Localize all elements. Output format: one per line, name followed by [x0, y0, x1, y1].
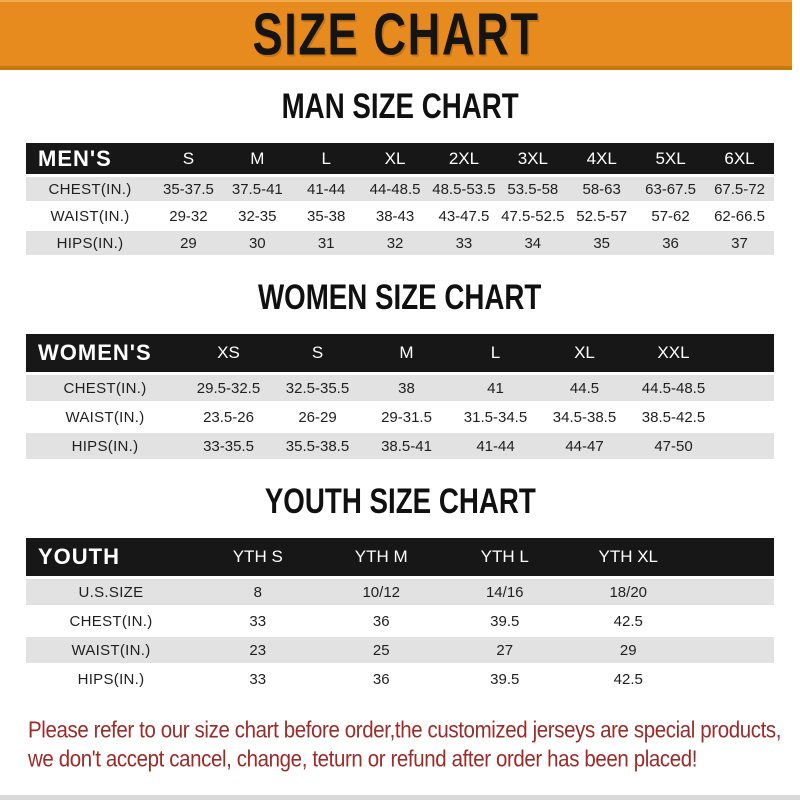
- disclaimer-line-1: Please refer to our size chart before order,the customized jerseys are special products,: [28, 716, 782, 743]
- size-cell: 29.5-32.5: [184, 375, 273, 401]
- size-cell: 35.5-38.5: [273, 433, 362, 459]
- size-column-header: XS: [184, 334, 273, 372]
- size-cell: 38.5-41: [362, 433, 451, 459]
- size-cell: 41-44: [451, 433, 540, 459]
- size-cell: 48.5-53.5: [430, 177, 499, 201]
- size-cell: 58-63: [567, 177, 636, 201]
- page-title: SIZE CHART: [252, 0, 540, 68]
- table-row: [26, 579, 774, 605]
- size-cell: 63-67.5: [636, 177, 705, 201]
- youth-size-table-header: [26, 538, 774, 576]
- table-row: [26, 637, 774, 663]
- size-cell: 32.5-35.5: [273, 375, 362, 401]
- spacer-cell: [718, 433, 774, 459]
- size-column-header: YTH S: [196, 538, 320, 576]
- spacer-cell: [690, 579, 774, 605]
- size-column-header: L: [292, 143, 361, 174]
- man-section-heading: [0, 85, 800, 128]
- size-cell: 38-43: [361, 204, 430, 228]
- table-row: [26, 177, 774, 201]
- size-cell: 27: [443, 637, 567, 663]
- size-cell: 43-47.5: [430, 204, 499, 228]
- size-cell: 38: [362, 375, 451, 401]
- size-cell: 44.5: [540, 375, 629, 401]
- man-section-heading-text: MAN SIZE CHART: [281, 85, 519, 126]
- size-cell: 44-48.5: [361, 177, 430, 201]
- row-label: WAIST(IN.): [26, 637, 196, 663]
- size-column-header: 2XL: [430, 143, 499, 174]
- size-column-header: YTH L: [443, 538, 567, 576]
- size-cell: 41: [451, 375, 540, 401]
- size-column-header: YTH M: [320, 538, 444, 576]
- header-row: [26, 538, 774, 576]
- size-column-header: L: [451, 334, 540, 372]
- size-cell: 47-50: [629, 433, 718, 459]
- men-size-table: [26, 140, 774, 258]
- table-row: [26, 375, 774, 401]
- size-cell: 33: [196, 666, 320, 692]
- women-section-heading-text: WOMEN SIZE CHART: [258, 276, 542, 317]
- spacer-cell: [690, 608, 774, 634]
- size-column-header: XL: [540, 334, 629, 372]
- size-column-header: 6XL: [705, 143, 774, 174]
- spacer-column: [690, 538, 774, 576]
- size-cell: 36: [636, 231, 705, 255]
- size-column-header: XL: [361, 143, 430, 174]
- size-column-header: 4XL: [567, 143, 636, 174]
- size-column-header: 3XL: [498, 143, 567, 174]
- row-label: WAIST(IN.): [26, 204, 154, 228]
- table-row: [26, 404, 774, 430]
- size-cell: 29-31.5: [362, 404, 451, 430]
- size-column-header: M: [223, 143, 292, 174]
- size-cell: 30: [223, 231, 292, 255]
- size-cell: 29: [567, 637, 691, 663]
- size-cell: 23.5-26: [184, 404, 273, 430]
- disclaimer-line-2: we don't accept cancel, change, teturn or refund after order has been placed!: [28, 745, 698, 772]
- women-size-table-body: [26, 375, 774, 459]
- size-cell: 18/20: [567, 579, 691, 605]
- size-cell: 67.5-72: [705, 177, 774, 201]
- women-section-heading: [0, 276, 800, 319]
- size-cell: 35: [567, 231, 636, 255]
- size-cell: 36: [320, 666, 444, 692]
- size-column-header: XXL: [629, 334, 718, 372]
- disclaimer-note: [28, 715, 800, 773]
- size-cell: 33: [430, 231, 499, 255]
- size-cell: 32: [361, 231, 430, 255]
- spacer-cell: [718, 404, 774, 430]
- row-label: HIPS(IN.): [26, 231, 154, 255]
- table-row: [26, 433, 774, 459]
- women-size-table-header: [26, 334, 774, 372]
- size-cell: 53.5-58: [498, 177, 567, 201]
- size-cell: 32-35: [223, 204, 292, 228]
- size-cell: 57-62: [636, 204, 705, 228]
- women-size-table: [26, 331, 774, 462]
- header-row: [26, 334, 774, 372]
- row-label: CHEST(IN.): [26, 375, 184, 401]
- row-label: WAIST(IN.): [26, 404, 184, 430]
- size-column-header: S: [273, 334, 362, 372]
- size-cell: 38.5-42.5: [629, 404, 718, 430]
- youth-section-heading-text: YOUTH SIZE CHART: [264, 480, 536, 521]
- size-cell: 44.5-48.5: [629, 375, 718, 401]
- size-cell: 34: [498, 231, 567, 255]
- size-cell: 42.5: [567, 608, 691, 634]
- size-cell: 35-38: [292, 204, 361, 228]
- spacer-column: [718, 334, 774, 372]
- size-cell: 35-37.5: [154, 177, 223, 201]
- size-cell: 44-47: [540, 433, 629, 459]
- size-cell: 33-35.5: [184, 433, 273, 459]
- size-cell: 62-66.5: [705, 204, 774, 228]
- size-cell: 31: [292, 231, 361, 255]
- size-column-header: 5XL: [636, 143, 705, 174]
- youth-section-heading: [0, 480, 800, 523]
- table-row: [26, 608, 774, 634]
- table-row: [26, 231, 774, 255]
- size-cell: 10/12: [320, 579, 444, 605]
- size-cell: 29-32: [154, 204, 223, 228]
- spacer-cell: [690, 666, 774, 692]
- row-label: CHEST(IN.): [26, 177, 154, 201]
- size-cell: 34.5-38.5: [540, 404, 629, 430]
- size-cell: 23: [196, 637, 320, 663]
- size-cell: 31.5-34.5: [451, 404, 540, 430]
- size-cell: 29: [154, 231, 223, 255]
- size-cell: 39.5: [443, 608, 567, 634]
- size-cell: 36: [320, 608, 444, 634]
- size-cell: 8: [196, 579, 320, 605]
- size-column-header: M: [362, 334, 451, 372]
- size-cell: 26-29: [273, 404, 362, 430]
- size-cell: 39.5: [443, 666, 567, 692]
- size-column-header: S: [154, 143, 223, 174]
- size-cell: 52.5-57: [567, 204, 636, 228]
- table-row: [26, 204, 774, 228]
- row-label: CHEST(IN.): [26, 608, 196, 634]
- row-label: U.S.SIZE: [26, 579, 196, 605]
- size-column-header: YTH XL: [567, 538, 691, 576]
- table-corner-label: MEN'S: [26, 143, 154, 174]
- size-cell: 37: [705, 231, 774, 255]
- men-size-table-header: [26, 143, 774, 174]
- table-corner-label: YOUTH: [26, 538, 196, 576]
- size-cell: 47.5-52.5: [498, 204, 567, 228]
- men-size-table-body: [26, 177, 774, 255]
- youth-size-table-body: [26, 579, 774, 692]
- size-chart-banner: [0, 0, 792, 70]
- spacer-cell: [690, 637, 774, 663]
- size-cell: 25: [320, 637, 444, 663]
- table-row: [26, 666, 774, 692]
- header-row: [26, 143, 774, 174]
- size-cell: 33: [196, 608, 320, 634]
- size-cell: 14/16: [443, 579, 567, 605]
- youth-size-table: [26, 535, 774, 695]
- row-label: HIPS(IN.): [26, 433, 184, 459]
- size-cell: 37.5-41: [223, 177, 292, 201]
- size-cell: 41-44: [292, 177, 361, 201]
- size-cell: 42.5: [567, 666, 691, 692]
- table-corner-label: WOMEN'S: [26, 334, 184, 372]
- spacer-cell: [718, 375, 774, 401]
- row-label: HIPS(IN.): [26, 666, 196, 692]
